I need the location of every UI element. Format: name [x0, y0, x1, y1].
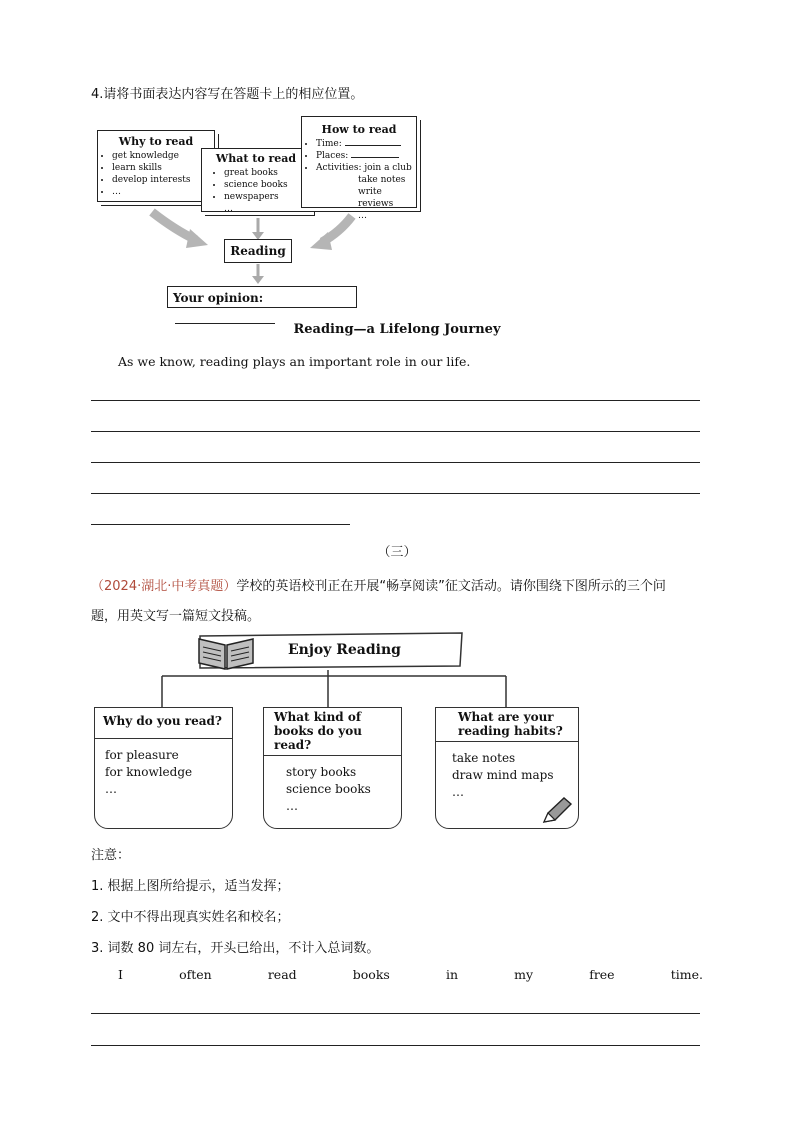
how-item: • Places: [316, 150, 416, 162]
how-to-read-title: How to read [321, 123, 397, 136]
why-item: • get knowledge [112, 150, 214, 162]
what-to-read-title: What to read [215, 152, 297, 165]
instruction-text: 4.请将书面表达内容写在答题卡上的相应位置。 [91, 87, 364, 102]
what-item: • science books [224, 179, 310, 191]
opening-word: time. [670, 967, 703, 982]
what-item: … [224, 204, 233, 214]
why-item: • … [112, 186, 214, 198]
note-1: 1. 根据上图所给提示，适当发挥； [91, 879, 290, 894]
reading-center-box: Reading [224, 239, 292, 263]
reading-habits-item: take notes [452, 751, 516, 765]
pencil-icon [540, 796, 574, 826]
note-2: 2. 文中不得出现真实姓名和校名； [91, 910, 290, 925]
book-kind-box [263, 707, 402, 829]
opening-word: in [445, 967, 459, 982]
how-sub-item: write reviews [358, 187, 394, 209]
reading-habits-item: draw mind maps [452, 768, 554, 782]
opening-word: I [118, 967, 123, 982]
how-sub-item: take notes [358, 175, 406, 185]
reading-habits-item: … [452, 785, 464, 799]
section-label: （三） [377, 545, 417, 560]
how-item: • Activities: join a club [316, 162, 416, 174]
book-kind-item: story books [286, 765, 357, 779]
reading-habits-box [435, 707, 579, 829]
what-item: • newspapers [224, 191, 310, 203]
why-do-you-read-item: … [105, 782, 117, 796]
your-opinion-label: Your opinion: [173, 291, 264, 305]
why-do-you-read-item: for pleasure [105, 748, 179, 762]
source-tag: （2024·湖北·中考真题） [91, 579, 237, 594]
reading-habits-title: What are your reading habits? [436, 708, 578, 742]
opening-word: free [589, 967, 615, 982]
how-item: • Time: [316, 138, 416, 150]
book-kind-title: What kind of books do you read? [264, 708, 401, 756]
why-do-you-read-item: for knowledge [105, 765, 193, 779]
answer-line [91, 1013, 700, 1014]
why-do-you-read-title: Why do you read? [95, 708, 232, 739]
answer-line [91, 1045, 700, 1046]
note-3: 3. 词数 80 词左右，开头已给出，不计入总词数。 [91, 941, 380, 956]
prompt-text: （2024·湖北·中考真题）学校的英语校刊正在开展“畅享阅读”征文活动。请你围绕下图所示的三个问 题，用英文写一篇短文投稿。 [91, 579, 666, 624]
opening-word: read [267, 967, 297, 982]
banner-title: Enjoy Reading [288, 642, 401, 658]
opening-word: often [179, 967, 212, 982]
essay-title: Reading—a Lifelong Journey [293, 322, 501, 337]
opening-sentence [118, 967, 703, 982]
book-icon [195, 631, 257, 671]
book-kind-item: science books [286, 782, 371, 796]
notes-title: 注意： [91, 848, 131, 863]
why-item: • develop interests [112, 174, 214, 186]
opening-word: books [352, 967, 390, 982]
why-do-you-read-box [94, 707, 233, 829]
what-item: • great books [224, 167, 310, 179]
opening-word: my [514, 967, 534, 982]
book-kind-item: … [286, 799, 298, 813]
essay-opening: As we know, reading plays an important role in our life. [118, 354, 471, 369]
why-item: • learn skills [112, 162, 214, 174]
how-sub-item: … [358, 211, 367, 221]
why-to-read-title: Why to read [118, 135, 194, 148]
